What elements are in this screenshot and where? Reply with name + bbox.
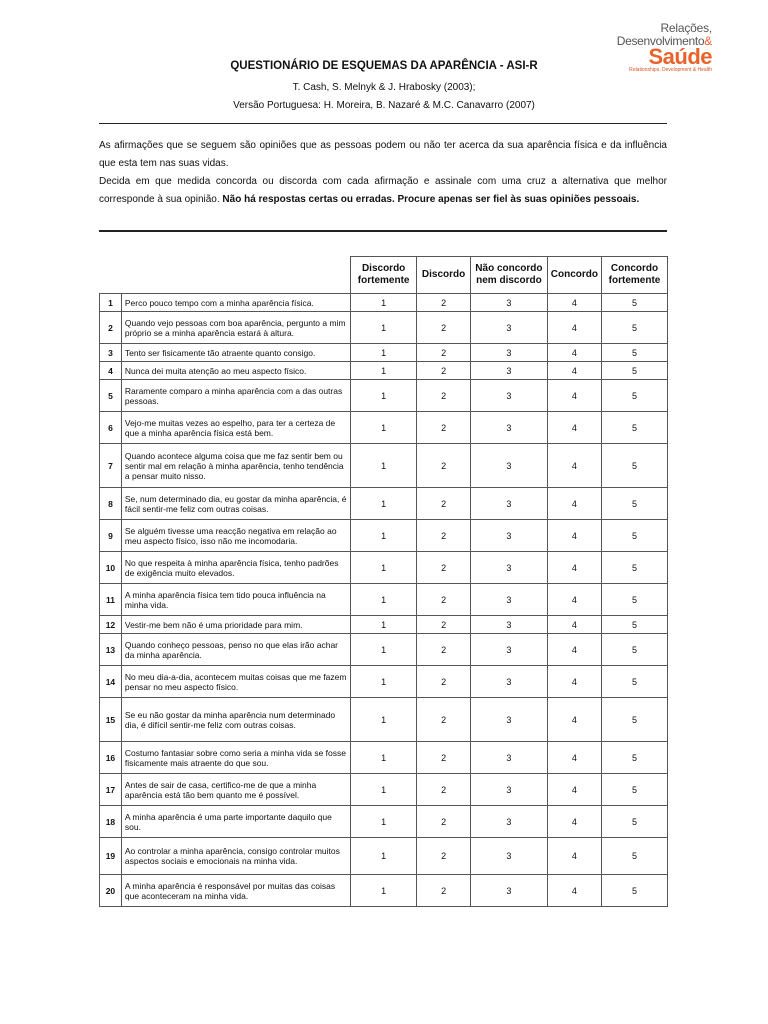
scale-option[interactable]: 5 (602, 875, 668, 907)
scale-option[interactable]: 5 (602, 838, 668, 875)
scale-option[interactable]: 4 (547, 552, 601, 584)
table-row (100, 742, 668, 774)
scale-option[interactable]: 3 (471, 838, 548, 875)
item-statement: No que respeita à minha aparência física, tenho padrões de exigência muito elevados. (121, 552, 350, 584)
item-statement: Se eu não gostar da minha aparência num determinado dia, é difícil sentir-me feliz com outras coisas. (121, 698, 350, 742)
scale-option[interactable]: 3 (471, 412, 548, 444)
scale-option[interactable]: 2 (417, 520, 471, 552)
scale-option[interactable]: 1 (351, 520, 417, 552)
scale-option[interactable]: 4 (547, 362, 601, 380)
logo-line-1: Relações, (660, 21, 712, 35)
scale-option[interactable]: 1 (351, 344, 417, 362)
scale-option[interactable]: 5 (602, 380, 668, 412)
table-row (100, 875, 668, 907)
scale-option[interactable]: 3 (471, 666, 548, 698)
scale-option[interactable]: 3 (471, 362, 548, 380)
divider-top (99, 123, 667, 124)
questionnaire-table (99, 256, 668, 907)
scale-option[interactable]: 4 (547, 412, 601, 444)
scale-option[interactable]: 2 (417, 666, 471, 698)
scale-option[interactable]: 2 (417, 294, 471, 312)
scale-option[interactable]: 1 (351, 634, 417, 666)
item-number: 17 (100, 774, 122, 806)
table-row (100, 838, 668, 875)
scale-option[interactable]: 2 (417, 774, 471, 806)
scale-option[interactable]: 1 (351, 294, 417, 312)
scale-option[interactable]: 3 (471, 742, 548, 774)
header-discordo: Discordo (417, 257, 471, 294)
scale-option[interactable]: 1 (351, 806, 417, 838)
instructions-paragraph-1: As afirmações que se seguem são opiniões que as pessoas podem ou não ter acerca da sua aparência física e da influência que esta tem nas suas vidas. (99, 140, 667, 169)
scale-option[interactable]: 1 (351, 838, 417, 875)
item-statement: Se, num determinado dia, eu gostar da minha aparência, é fácil sentir-me feliz com outras coisas. (121, 488, 350, 520)
scale-option[interactable]: 2 (417, 444, 471, 488)
table-row (100, 444, 668, 488)
scale-option[interactable]: 5 (602, 312, 668, 344)
item-statement: Nunca dei muita atenção ao meu aspecto físico. (121, 362, 350, 380)
scale-option[interactable]: 4 (547, 698, 601, 742)
scale-option[interactable]: 5 (602, 616, 668, 634)
scale-option[interactable]: 1 (351, 362, 417, 380)
item-statement: Quando acontece alguma coisa que me faz sentir bem ou sentir mal em relação à minha aparência, tenho tendência a pensar muito nisso. (121, 444, 350, 488)
table-row (100, 362, 668, 380)
scale-option[interactable]: 5 (602, 666, 668, 698)
scale-option[interactable]: 2 (417, 412, 471, 444)
table-row (100, 634, 668, 666)
item-number: 13 (100, 634, 122, 666)
scale-option[interactable]: 1 (351, 616, 417, 634)
table-row (100, 412, 668, 444)
scale-option[interactable]: 5 (602, 806, 668, 838)
table-row (100, 312, 668, 344)
item-statement: Ao controlar a minha aparência, consigo controlar muitos aspectos sociais e emocionais na minha vida. (121, 838, 350, 875)
table-row (100, 344, 668, 362)
scale-option[interactable]: 3 (471, 584, 548, 616)
item-number: 7 (100, 444, 122, 488)
scale-option[interactable]: 2 (417, 362, 471, 380)
header-nao-concordo-nem-discordo: Não concordo nem discordo (471, 257, 548, 294)
scale-option[interactable]: 4 (547, 634, 601, 666)
table-row (100, 698, 668, 742)
scale-option[interactable]: 4 (547, 875, 601, 907)
scale-option[interactable]: 3 (471, 488, 548, 520)
item-number: 4 (100, 362, 122, 380)
scale-option[interactable]: 3 (471, 616, 548, 634)
table-row (100, 488, 668, 520)
table-row (100, 806, 668, 838)
scale-option[interactable]: 3 (471, 294, 548, 312)
scale-option[interactable]: 2 (417, 634, 471, 666)
scale-option[interactable]: 2 (417, 838, 471, 875)
item-number: 6 (100, 412, 122, 444)
scale-option[interactable]: 4 (547, 520, 601, 552)
scale-option[interactable]: 4 (547, 774, 601, 806)
scale-option[interactable]: 4 (547, 344, 601, 362)
scale-option[interactable]: 2 (417, 616, 471, 634)
scale-option[interactable]: 5 (602, 774, 668, 806)
item-statement: Vestir-me bem não é uma prioridade para mim. (121, 616, 350, 634)
scale-option[interactable]: 1 (351, 488, 417, 520)
item-statement: Perco pouco tempo com a minha aparência física. (121, 294, 350, 312)
scale-option[interactable]: 4 (547, 742, 601, 774)
scale-option[interactable]: 5 (602, 344, 668, 362)
item-statement: A minha aparência física tem tido pouca influência na minha vida. (121, 584, 350, 616)
scale-option[interactable]: 1 (351, 666, 417, 698)
scale-option[interactable]: 2 (417, 806, 471, 838)
item-statement: Tento ser fisicamente tão atraente quanto consigo. (121, 344, 350, 362)
scale-option[interactable]: 5 (602, 520, 668, 552)
instructions-paragraph-2 (99, 173, 667, 209)
scale-option[interactable]: 2 (417, 488, 471, 520)
table-row (100, 294, 668, 312)
item-number: 14 (100, 666, 122, 698)
table-row (100, 520, 668, 552)
item-number: 2 (100, 312, 122, 344)
scale-option[interactable]: 2 (417, 344, 471, 362)
scale-option[interactable]: 2 (417, 552, 471, 584)
scale-option[interactable]: 3 (471, 520, 548, 552)
scale-option[interactable]: 1 (351, 584, 417, 616)
scale-option[interactable]: 2 (417, 380, 471, 412)
item-number: 8 (100, 488, 122, 520)
item-number: 12 (100, 616, 122, 634)
item-number: 9 (100, 520, 122, 552)
item-number: 20 (100, 875, 122, 907)
scale-option[interactable]: 1 (351, 444, 417, 488)
item-statement: Quando vejo pessoas com boa aparência, pergunto a mim próprio se a minha aparência estará à altura. (121, 312, 350, 344)
scale-option[interactable]: 3 (471, 552, 548, 584)
scale-option[interactable]: 3 (471, 698, 548, 742)
item-statement: Se alguém tivesse uma reacção negativa em relação ao meu aspecto físico, isso não me incomodaria. (121, 520, 350, 552)
scale-option[interactable]: 1 (351, 875, 417, 907)
scale-option[interactable]: 3 (471, 444, 548, 488)
item-number: 10 (100, 552, 122, 584)
scale-option[interactable]: 5 (602, 584, 668, 616)
table-row (100, 616, 668, 634)
scale-option[interactable]: 2 (417, 698, 471, 742)
header-concordo-fortemente: Concordo fortemente (602, 257, 668, 294)
item-number: 18 (100, 806, 122, 838)
scale-option[interactable]: 1 (351, 312, 417, 344)
scale-option[interactable]: 5 (602, 444, 668, 488)
scale-option[interactable]: 3 (471, 774, 548, 806)
scale-option[interactable]: 4 (547, 444, 601, 488)
scale-option[interactable]: 1 (351, 552, 417, 584)
authors-line: T. Cash, S. Melnyk & J. Hrabosky (2003); (292, 82, 476, 93)
table-row (100, 552, 668, 584)
version-line: Versão Portuguesa: H. Moreira, B. Nazaré & M.C. Canavarro (2007) (233, 100, 535, 111)
item-number: 19 (100, 838, 122, 875)
header-blank (100, 257, 351, 294)
scale-option[interactable]: 4 (547, 584, 601, 616)
scale-option[interactable]: 4 (547, 312, 601, 344)
logo-line-3: Saúde (648, 44, 712, 69)
table-row (100, 666, 668, 698)
scale-option[interactable]: 4 (547, 838, 601, 875)
item-number: 5 (100, 380, 122, 412)
item-number: 1 (100, 294, 122, 312)
item-number: 15 (100, 698, 122, 742)
scale-option[interactable]: 4 (547, 666, 601, 698)
instructions (99, 137, 667, 209)
scale-option[interactable]: 1 (351, 698, 417, 742)
scale-option[interactable]: 3 (471, 875, 548, 907)
item-statement: Vejo-me muitas vezes ao espelho, para ter a certeza de que a minha aparência física está bem. (121, 412, 350, 444)
item-statement: A minha aparência é responsável por muitas das coisas que aconteceram na minha vida. (121, 875, 350, 907)
scale-option[interactable]: 2 (417, 742, 471, 774)
item-statement: Costumo fantasiar sobre como seria a minha vida se fosse fisicamente mais atraente do que sou. (121, 742, 350, 774)
table-row (100, 380, 668, 412)
scale-option[interactable]: 1 (351, 412, 417, 444)
item-number: 16 (100, 742, 122, 774)
item-statement: Raramente comparo a minha aparência com a das outras pessoas. (121, 380, 350, 412)
scale-option[interactable]: 3 (471, 312, 548, 344)
scale-option[interactable]: 2 (417, 584, 471, 616)
scale-option[interactable]: 4 (547, 294, 601, 312)
instructions-text: Decida em que medida concorda ou discorda com cada afirmação e assinale com uma cruz a alternativa que melhor corresponde à sua opinião. (99, 176, 667, 205)
item-statement: A minha aparência é uma parte importante daquilo que sou. (121, 806, 350, 838)
scale-option[interactable]: 2 (417, 312, 471, 344)
item-number: 11 (100, 584, 122, 616)
scale-option[interactable]: 4 (547, 380, 601, 412)
item-statement: Antes de sair de casa, certifico-me de que a minha aparência está tão bem quanto me é possível. (121, 774, 350, 806)
scale-option[interactable]: 4 (547, 616, 601, 634)
scale-option[interactable]: 3 (471, 806, 548, 838)
item-statement: No meu dia-a-dia, acontecem muitas coisas que me fazem pensar no meu aspecto físico. (121, 666, 350, 698)
divider-bottom (99, 230, 667, 232)
scale-option[interactable]: 5 (602, 412, 668, 444)
scale-option[interactable]: 4 (547, 488, 601, 520)
logo-tagline: Relationships, Development & Health (629, 67, 712, 73)
table-row (100, 774, 668, 806)
scale-option[interactable]: 5 (602, 742, 668, 774)
instructions-emphasis: Não há respostas certas ou erradas. Procure apenas ser fiel às suas opiniões pessoais. (219, 194, 640, 205)
scale-option[interactable]: 1 (351, 742, 417, 774)
scale-option[interactable]: 5 (602, 294, 668, 312)
scale-option[interactable]: 1 (351, 774, 417, 806)
scale-option[interactable]: 4 (547, 806, 601, 838)
scale-option[interactable]: 3 (471, 380, 548, 412)
scale-option[interactable]: 5 (602, 634, 668, 666)
logo-word-desenvolvimento: Desenvolvimento (616, 34, 705, 48)
scale-header-row (100, 257, 668, 294)
scale-option[interactable]: 3 (471, 634, 548, 666)
scale-option[interactable]: 1 (351, 380, 417, 412)
scale-option[interactable]: 2 (417, 875, 471, 907)
item-statement: Quando conheço pessoas, penso no que elas irão achar da minha aparência. (121, 634, 350, 666)
page-title: QUESTIONÁRIO DE ESQUEMAS DA APARÊNCIA - ASI-R (230, 60, 538, 72)
scale-option[interactable]: 3 (471, 344, 548, 362)
item-number: 3 (100, 344, 122, 362)
header-discordo-fortemente: Discordo fortemente (351, 257, 417, 294)
table-row (100, 584, 668, 616)
header-concordo: Concordo (547, 257, 601, 294)
scale-option[interactable]: 5 (602, 362, 668, 380)
scale-option[interactable]: 5 (602, 552, 668, 584)
logo-ampersand: & (704, 34, 712, 48)
scale-option[interactable]: 5 (602, 488, 668, 520)
scale-option[interactable]: 5 (602, 698, 668, 742)
